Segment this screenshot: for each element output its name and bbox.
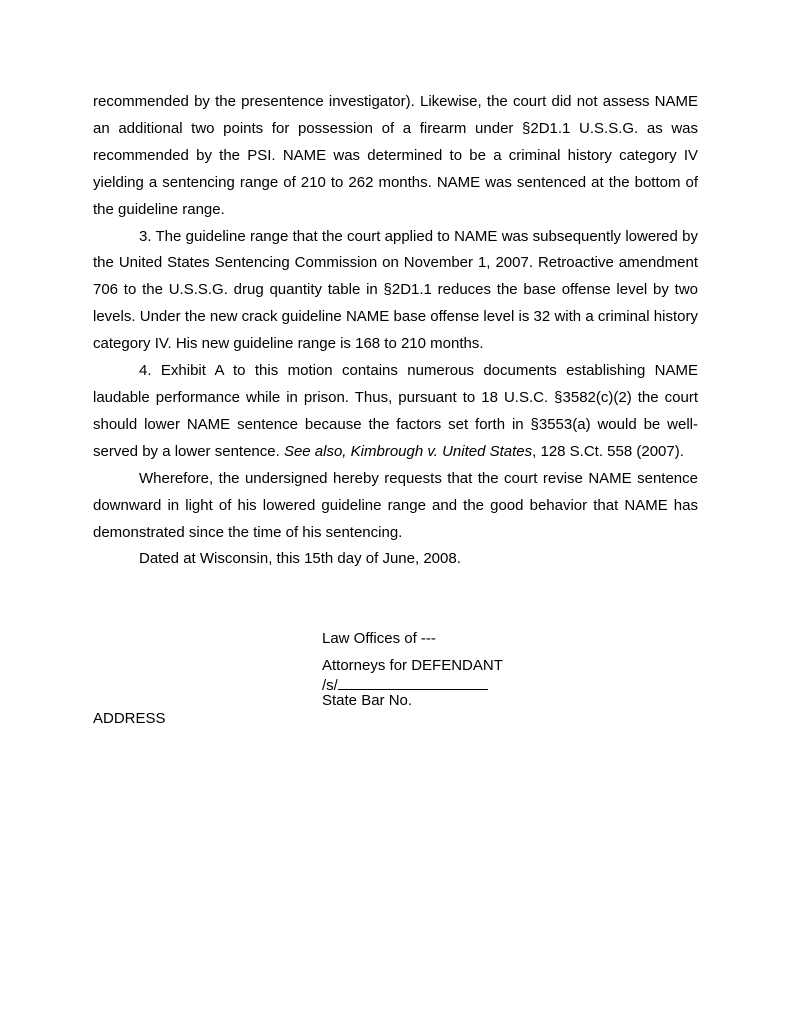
paragraph-4-text: 4. Exhibit A to this motion contains numerous documents establishing NAME laudable performance while in prison. Thus, pursuant to 18 U.S.C. §3582(c)(2) the court should lower NAME sentence because the factors set forth in §3553(a) would be well-served by a lower sentence. <box>93 362 698 460</box>
dated-line: Dated at Wisconsin, this 15th day of June, 2008. <box>139 550 461 568</box>
law-offices-label: Law Offices of --- <box>322 630 436 647</box>
document-body <box>93 89 698 573</box>
case-citation: See also, Kimbrough v. United States <box>283 442 533 460</box>
paragraph-1: recommended by the presentence investigator). Likewise, the court did not assess NAME an additional two points for possession of a firearm under §2D1.1 U.S.S.G. as was recommended by the PSI. NAME was determined to be a criminal history category IV yielding a sentencing range of 210 to 262 months. NAME was sentenced at the bottom of the guideline range. <box>93 93 698 218</box>
paragraph-4-citation-tail: , 128 S.Ct. 558 (2007). <box>532 442 684 460</box>
address-label: ADDRESS <box>93 710 166 727</box>
paragraph-3: 3. The guideline range that the court applied to NAME was subsequently lowered by the United States Sentencing Commission on November 1, 2007. Retroactive amendment 706 to the U.S.S.G. drug quantity table in §2D1.1 reduces the base offense level by two levels. Under the new crack guideline NAME base offense level is 32 with a criminal history category IV. His new guideline range is 168 to 210 months. <box>93 227 698 353</box>
wherefore-paragraph: Wherefore, the undersigned hereby requests that the court revise NAME sentence downward in light of his lowered guideline range and the good behavior that NAME has demonstrated since the time of his sentencing. <box>93 469 698 541</box>
signature-blank <box>338 675 488 690</box>
signature-prefix: /s/ <box>322 677 338 694</box>
attorneys-label: Attorneys for DEFENDANT <box>322 657 503 674</box>
paragraph-4 <box>93 358 698 466</box>
state-bar-label: State Bar No. <box>322 692 413 709</box>
